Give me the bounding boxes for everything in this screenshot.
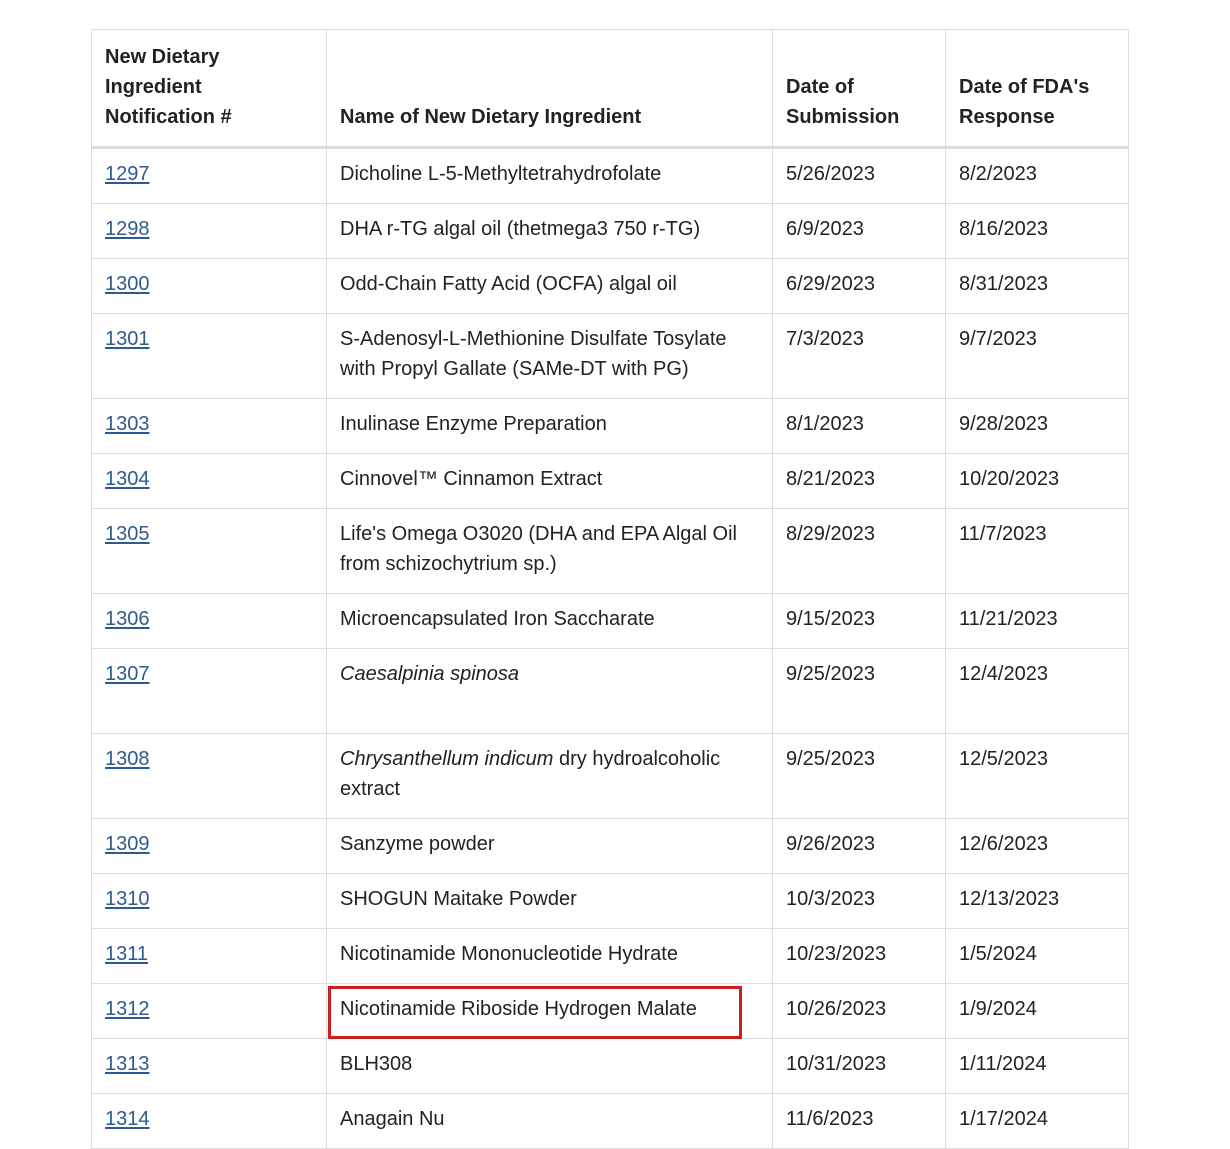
ingredient-name-italic: Caesalpinia spinosa bbox=[340, 663, 520, 685]
table-row bbox=[92, 454, 1129, 509]
notification-link[interactable]: 1297 bbox=[105, 163, 150, 185]
response-date-cell: 11/21/2023 bbox=[946, 594, 1129, 649]
notification-link[interactable]: 1306 bbox=[105, 608, 150, 630]
ingredient-name-cell: Dicholine L-5-Methyltetrahydrofolate bbox=[327, 148, 773, 204]
notification-number-cell bbox=[92, 399, 327, 454]
table-row bbox=[92, 259, 1129, 314]
notification-link[interactable]: 1300 bbox=[105, 273, 150, 295]
notification-link[interactable]: 1310 bbox=[105, 888, 150, 910]
ingredient-name-cell bbox=[327, 734, 773, 819]
notification-link[interactable]: 1308 bbox=[105, 748, 150, 770]
table-row bbox=[92, 649, 1129, 734]
submission-date-cell: 8/21/2023 bbox=[773, 454, 946, 509]
response-date-cell: 10/20/2023 bbox=[946, 454, 1129, 509]
submission-date-cell: 7/3/2023 bbox=[773, 314, 946, 399]
response-date-cell: 1/5/2024 bbox=[946, 929, 1129, 984]
ingredient-name-cell: Sanzyme powder bbox=[327, 819, 773, 874]
header-notification-number[interactable]: New Dietary Ingredient Notification # bbox=[92, 30, 327, 148]
response-date-cell: 12/6/2023 bbox=[946, 819, 1129, 874]
response-date-cell: 11/7/2023 bbox=[946, 509, 1129, 594]
table-row bbox=[92, 1094, 1129, 1149]
notification-number-cell bbox=[92, 594, 327, 649]
ingredient-name-cell: Anagain Nu bbox=[327, 1094, 773, 1149]
submission-date-cell: 9/25/2023 bbox=[773, 649, 946, 734]
submission-date-cell: 8/29/2023 bbox=[773, 509, 946, 594]
notification-link[interactable]: 1312 bbox=[105, 998, 150, 1020]
table-row bbox=[92, 734, 1129, 819]
ingredient-name-cell: Inulinase Enzyme Preparation bbox=[327, 399, 773, 454]
table-row-highlighted bbox=[92, 984, 1129, 1039]
response-date-cell: 12/4/2023 bbox=[946, 649, 1129, 734]
ingredient-name-cell: BLH308 bbox=[327, 1039, 773, 1094]
notification-number-cell bbox=[92, 148, 327, 204]
response-date-cell: 8/31/2023 bbox=[946, 259, 1129, 314]
submission-date-cell: 5/26/2023 bbox=[773, 148, 946, 204]
notification-link[interactable]: 1304 bbox=[105, 468, 150, 490]
notification-number-cell bbox=[92, 984, 327, 1039]
notification-link[interactable]: 1305 bbox=[105, 523, 150, 545]
notification-number-cell bbox=[92, 259, 327, 314]
table-header-row bbox=[92, 30, 1129, 148]
submission-date-cell: 8/1/2023 bbox=[773, 399, 946, 454]
header-date-of-fda-response[interactable]: Date of FDA's Response bbox=[946, 30, 1129, 148]
response-date-cell: 9/28/2023 bbox=[946, 399, 1129, 454]
notification-link[interactable]: 1303 bbox=[105, 413, 150, 435]
response-date-cell: 12/13/2023 bbox=[946, 874, 1129, 929]
ingredient-name-cell: Microencapsulated Iron Saccharate bbox=[327, 594, 773, 649]
notification-number-cell bbox=[92, 204, 327, 259]
notification-link[interactable]: 1313 bbox=[105, 1053, 150, 1075]
table-row bbox=[92, 1039, 1129, 1094]
notification-number-cell bbox=[92, 314, 327, 399]
notification-number-cell bbox=[92, 454, 327, 509]
ingredient-name-cell: Odd-Chain Fatty Acid (OCFA) algal oil bbox=[327, 259, 773, 314]
notification-number-cell bbox=[92, 819, 327, 874]
response-date-cell: 1/11/2024 bbox=[946, 1039, 1129, 1094]
table-row bbox=[92, 148, 1129, 204]
submission-date-cell: 9/26/2023 bbox=[773, 819, 946, 874]
ingredient-name-cell bbox=[327, 649, 773, 734]
submission-date-cell: 9/15/2023 bbox=[773, 594, 946, 649]
notification-number-cell bbox=[92, 874, 327, 929]
submission-date-cell: 10/31/2023 bbox=[773, 1039, 946, 1094]
submission-date-cell: 9/25/2023 bbox=[773, 734, 946, 819]
ingredient-name-cell: Life's Omega O3020 (DHA and EPA Algal Oil from schizochytrium sp.) bbox=[327, 509, 773, 594]
notification-number-cell bbox=[92, 734, 327, 819]
notification-link[interactable]: 1311 bbox=[105, 943, 149, 965]
submission-date-cell: 6/29/2023 bbox=[773, 259, 946, 314]
ndi-notifications-table bbox=[91, 29, 1129, 1149]
ingredient-name-cell: Nicotinamide Mononucleotide Hydrate bbox=[327, 929, 773, 984]
header-ingredient-name[interactable]: Name of New Dietary Ingredient bbox=[327, 30, 773, 148]
table-row bbox=[92, 204, 1129, 259]
notification-number-cell bbox=[92, 649, 327, 734]
ingredient-name-cell: S-Adenosyl-L-Methionine Disulfate Tosylate with Propyl Gallate (SAMe-DT with PG) bbox=[327, 314, 773, 399]
ndi-table-container bbox=[91, 29, 1128, 1149]
submission-date-cell: 11/6/2023 bbox=[773, 1094, 946, 1149]
submission-date-cell: 10/26/2023 bbox=[773, 984, 946, 1039]
notification-number-cell bbox=[92, 929, 327, 984]
table-row bbox=[92, 509, 1129, 594]
notification-number-cell bbox=[92, 1039, 327, 1094]
response-date-cell: 12/5/2023 bbox=[946, 734, 1129, 819]
response-date-cell: 1/9/2024 bbox=[946, 984, 1129, 1039]
response-date-cell: 9/7/2023 bbox=[946, 314, 1129, 399]
ingredient-name-cell: DHA r-TG algal oil (thetmega3 750 r-TG) bbox=[327, 204, 773, 259]
response-date-cell: 8/2/2023 bbox=[946, 148, 1129, 204]
ingredient-name-italic: Chrysanthellum indicum bbox=[340, 748, 554, 770]
notification-link[interactable]: 1301 bbox=[105, 328, 150, 350]
notification-number-cell bbox=[92, 1094, 327, 1149]
table-row bbox=[92, 929, 1129, 984]
table-row bbox=[92, 314, 1129, 399]
table-row bbox=[92, 819, 1129, 874]
ingredient-name-cell-highlighted: Nicotinamide Riboside Hydrogen Malate bbox=[327, 984, 773, 1039]
table-row bbox=[92, 874, 1129, 929]
submission-date-cell: 10/23/2023 bbox=[773, 929, 946, 984]
notification-link[interactable]: 1307 bbox=[105, 663, 150, 685]
table-row bbox=[92, 594, 1129, 649]
notification-link[interactable]: 1309 bbox=[105, 833, 150, 855]
submission-date-cell: 6/9/2023 bbox=[773, 204, 946, 259]
notification-link[interactable]: 1298 bbox=[105, 218, 150, 240]
notification-link[interactable]: 1314 bbox=[105, 1108, 150, 1130]
header-date-of-submission[interactable]: Date of Submission bbox=[773, 30, 946, 148]
ingredient-name-cell: SHOGUN Maitake Powder bbox=[327, 874, 773, 929]
ingredient-name-rest: dry hydroalcoholic extract bbox=[340, 748, 721, 800]
submission-date-cell: 10/3/2023 bbox=[773, 874, 946, 929]
response-date-cell: 1/17/2024 bbox=[946, 1094, 1129, 1149]
ingredient-name-cell: Cinnovel™ Cinnamon Extract bbox=[327, 454, 773, 509]
response-date-cell: 8/16/2023 bbox=[946, 204, 1129, 259]
table-row bbox=[92, 399, 1129, 454]
notification-number-cell bbox=[92, 509, 327, 594]
